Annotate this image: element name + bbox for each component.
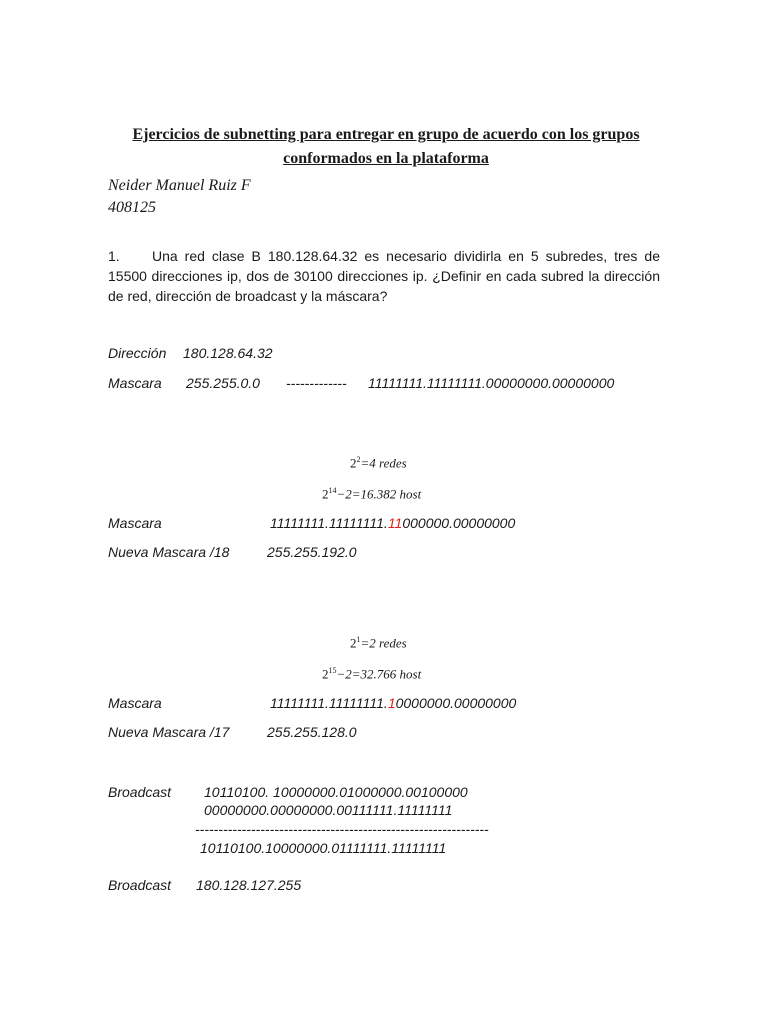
broadcast-final-label: Broadcast	[108, 877, 172, 893]
mascara-2-label: Mascara	[108, 695, 162, 711]
author-id: 408125	[108, 199, 156, 216]
broadcast-calc-divider: ---------------------------------------------------------------	[195, 821, 489, 837]
mascara-1-label: Mascara	[108, 515, 162, 531]
nueva-mascara-18-label: Nueva Mascara /18	[108, 544, 230, 560]
mascara-dashes: -------------	[286, 375, 347, 391]
formula-redes-2: $2^1=2$ redes	[350, 635, 407, 651]
broadcast-calc-label: Broadcast	[108, 784, 172, 800]
problem-number: 1.	[108, 248, 120, 264]
problem-text: Una red clase B 180.128.64.32 es necesario dividirla en 5 subredes, tres de 15500 direcciones ip, dos de 30100 direcciones ip. ¿Definir en cada subred la dirección de red, dirección de broadcast y la máscara?	[108, 248, 660, 304]
broadcast-calc-result: 10110100.10000000.01111111.11111111	[200, 840, 447, 856]
nueva-mascara-17-label: Nueva Mascara /17	[108, 724, 230, 740]
direccion-value: 180.128.64.32	[183, 345, 273, 361]
mascara-binary: 11111111.11111111.00000000.00000000	[368, 375, 615, 391]
nueva-mascara-17-value: 255.255.128.0	[267, 724, 357, 740]
direccion-label: Dirección	[108, 345, 167, 361]
mascara-value: 255.255.0.0	[186, 375, 260, 391]
mascara-label: Mascara	[108, 375, 162, 391]
formula-host-2: $2^{15}-2=32.766$ host	[322, 666, 422, 682]
formula-redes-1: $2^2=4$ redes	[350, 455, 407, 471]
broadcast-final-value: 180.128.127.255	[196, 877, 302, 893]
subnet-bits-1: 11	[387, 515, 403, 531]
nueva-mascara-18-value: 255.255.192.0	[267, 544, 357, 560]
broadcast-calc-line2: 00000000.00000000.00111111.11111111	[204, 802, 453, 818]
broadcast-calc-line1: 10110100. 10000000.01000000.00100000	[204, 784, 468, 800]
author-name: Neider Manuel Ruiz F	[108, 177, 251, 194]
problem-statement	[108, 246, 660, 306]
mascara-2-binary: 11111111.11111111.10000000.00000000	[270, 695, 517, 711]
mascara-1-binary: 11111111.11111111.11000000.00000000	[270, 515, 516, 531]
subnet-bits-2: 1	[387, 695, 396, 711]
document-title: Ejercicios de subnetting para entregar en grupo de acuerdo con los grupos conformados en la plataforma	[132, 126, 640, 167]
formula-host-1: $2^{14}-2=16.382$ host	[322, 486, 422, 502]
